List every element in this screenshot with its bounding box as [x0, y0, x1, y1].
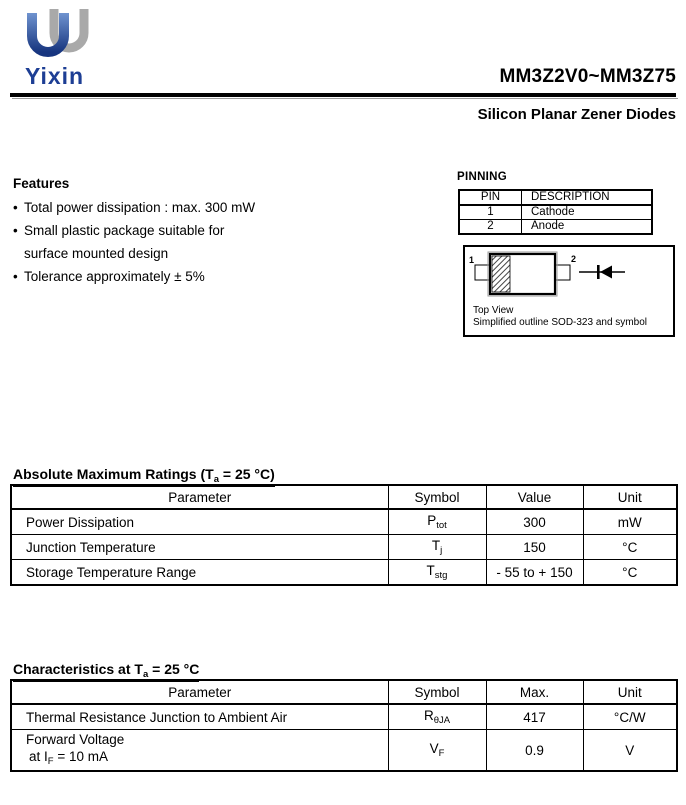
table-row [459, 205, 652, 220]
feature-item [13, 269, 255, 292]
figure-caption-line1: Top View [473, 305, 514, 316]
header-rule-shadow [12, 98, 678, 99]
unit-column-header: Unit [583, 485, 677, 509]
logo [25, 8, 103, 90]
parameter-cell: Power Dissipation [11, 509, 388, 535]
features-section [13, 176, 255, 292]
figure-caption-line2: Simplified outline SOD-323 and symbol [473, 317, 647, 328]
pin-number-cell: 1 [459, 205, 522, 220]
pinning-header-row [459, 190, 652, 205]
symbol-cell: $V_F$ [388, 730, 486, 772]
unit-column-header: Unit [583, 680, 677, 704]
unit-cell: V [583, 730, 677, 772]
symbol-column-header: Symbol [388, 485, 486, 509]
max-value-cell: 417 [486, 704, 583, 730]
abs-max-header-row [11, 485, 677, 509]
max-column-header: Max. [486, 680, 583, 704]
table-row [11, 535, 677, 560]
table-row [11, 560, 677, 586]
table-row [11, 704, 677, 730]
pin2-label: 2 [571, 254, 577, 264]
feature-item [13, 223, 255, 246]
pinning-table [458, 189, 653, 235]
pin-description-cell: Cathode [522, 205, 653, 220]
value-cell: - 55 to + 150 [486, 560, 583, 586]
figure-caption [473, 305, 647, 329]
table-row [459, 220, 652, 235]
sod323-outline-drawing [465, 247, 669, 303]
parameter-line1: Forward Voltage [26, 731, 125, 747]
parameter-cell: Thermal Resistance Junction to Ambient Air [11, 704, 388, 730]
logo-u-blue [32, 13, 64, 52]
characteristics-title: Characteristics at $T_a = 25$ °C [13, 661, 200, 680]
feature-text: Tolerance approximately ± 5% [24, 269, 205, 284]
characteristics-header-row [11, 680, 677, 704]
cathode-band [492, 256, 510, 292]
unit-cell: °C/W [583, 704, 677, 730]
part-number-title: MM3Z2V0~MM3Z75 [499, 66, 676, 87]
diode-symbol-icon [579, 265, 625, 279]
pin-column-header: PIN [459, 190, 522, 205]
characteristics-table [10, 679, 678, 772]
abs-max-title: Absolute Maximum Ratings ($T_a = 25$ °C) [13, 466, 275, 485]
bullet-icon: • [13, 223, 18, 238]
feature-text: surface mounted design [24, 246, 169, 261]
symbol-cell: $R_{\theta JA}$ [388, 704, 486, 730]
feature-item [13, 200, 255, 223]
abs-max-table [10, 484, 678, 586]
parameter-cell: Storage Temperature Range [11, 560, 388, 586]
symbol-cell: $T_{stg}$ [388, 560, 486, 586]
parameter-cell: Junction Temperature [11, 535, 388, 560]
logo-brand-text: Yixin [25, 63, 85, 89]
parameter-cell [11, 730, 388, 772]
pin1-label: 1 [469, 255, 475, 265]
table-row [11, 509, 677, 535]
value-column-header: Value [486, 485, 583, 509]
symbol-cell: $P_{tot}$ [388, 509, 486, 535]
feature-text: Small plastic package suitable for [24, 223, 225, 238]
pinning-title: PINNING [457, 171, 508, 183]
package-figure [463, 245, 675, 337]
table-row [11, 730, 677, 772]
parameter-line2: at $I_F = 10$ mA [29, 748, 108, 767]
value-cell: 300 [486, 509, 583, 535]
header-rule [10, 93, 676, 97]
pin-number-cell: 2 [459, 220, 522, 235]
value-cell: 150 [486, 535, 583, 560]
max-value-cell: 0.9 [486, 730, 583, 772]
pin-description-cell: Anode [522, 220, 653, 235]
unit-cell: °C [583, 560, 677, 586]
logo-u-icon [25, 8, 103, 62]
bullet-icon: • [13, 200, 18, 215]
parameter-column-header: Parameter [11, 485, 388, 509]
unit-cell: mW [583, 509, 677, 535]
parameter-column-header: Parameter [11, 680, 388, 704]
features-title: Features [13, 176, 70, 191]
unit-cell: °C [583, 535, 677, 560]
feature-item-continuation [13, 246, 255, 269]
symbol-cell: $T_j$ [388, 535, 486, 560]
description-column-header: DESCRIPTION [522, 190, 653, 205]
page-subtitle: Silicon Planar Zener Diodes [477, 106, 676, 123]
symbol-column-header: Symbol [388, 680, 486, 704]
feature-text: Total power dissipation : max. 300 mW [24, 200, 256, 215]
bullet-icon: • [13, 269, 18, 284]
